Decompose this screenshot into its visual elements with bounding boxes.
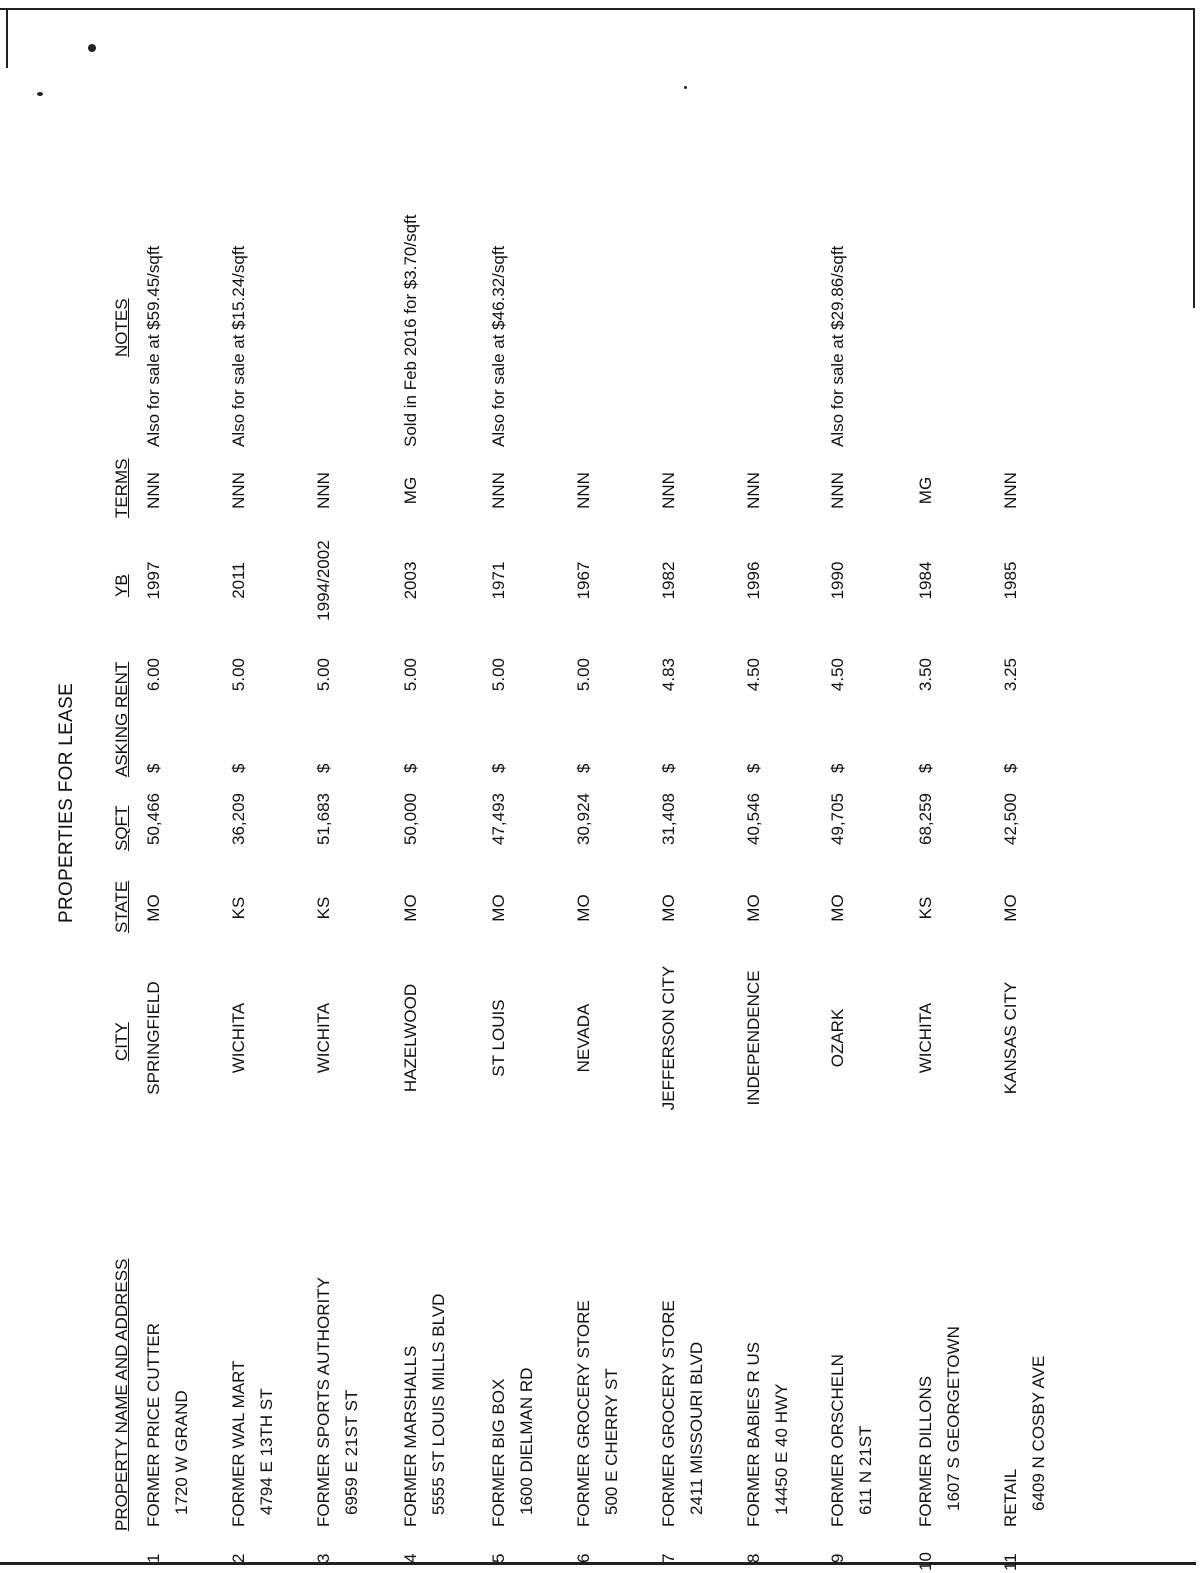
property-address: 1600 DIELMAN RD bbox=[517, 1367, 536, 1515]
property-address: 4794 E 13TH ST bbox=[257, 1388, 276, 1515]
state-cell: KS bbox=[314, 896, 333, 920]
asking-rent-cell: 4.50 bbox=[828, 658, 847, 692]
property-address: 6409 N COSBY AVE bbox=[1029, 1355, 1048, 1511]
row-number: 3 bbox=[314, 1553, 333, 1563]
year-built-cell: 2003 bbox=[401, 561, 420, 600]
state-cell: MO bbox=[744, 894, 763, 922]
header-terms: TERMS bbox=[112, 458, 131, 518]
terms-cell: NNN bbox=[828, 472, 847, 509]
terms-cell: NNN bbox=[574, 472, 593, 509]
dollar-sign: $ bbox=[744, 763, 763, 773]
notes-cell: Also for sale at $59.45/sqft bbox=[144, 245, 163, 447]
sqft-cell: 30,924 bbox=[574, 793, 593, 845]
dollar-sign: $ bbox=[659, 763, 678, 773]
row-number: 7 bbox=[659, 1553, 678, 1563]
city-cell: NEVADA bbox=[574, 1003, 593, 1073]
property-address: 14450 E 40 HWY bbox=[772, 1383, 791, 1515]
asking-rent-cell: 5.00 bbox=[489, 658, 508, 692]
notes-cell: Sold in Feb 2016 for $3.70/sqft bbox=[401, 214, 420, 447]
header-asking-rent: ASKING RENT bbox=[112, 661, 131, 777]
property-address: 1607 S GEORGETOWN bbox=[944, 1326, 963, 1511]
dollar-sign: $ bbox=[574, 763, 593, 773]
year-built-cell: 1994/2002 bbox=[314, 540, 333, 621]
dollar-sign: $ bbox=[314, 763, 333, 773]
asking-rent-cell: 5.00 bbox=[314, 658, 333, 692]
year-built-cell: 1982 bbox=[659, 561, 678, 600]
terms-cell: NNN bbox=[744, 472, 763, 509]
state-cell: MO bbox=[144, 894, 163, 922]
terms-cell: NNN bbox=[659, 472, 678, 509]
property-name: FORMER SPORTS AUTHORITY bbox=[314, 1277, 333, 1527]
sqft-cell: 50,466 bbox=[144, 793, 163, 845]
city-cell: HAZELWOOD bbox=[401, 983, 420, 1093]
dollar-sign: $ bbox=[229, 763, 248, 773]
property-address: 5555 ST LOUIS MILLS BLVD bbox=[429, 1293, 448, 1515]
header-city: CITY bbox=[112, 1022, 131, 1061]
property-name: FORMER WAL MART bbox=[229, 1360, 248, 1527]
sqft-cell: 49,705 bbox=[828, 793, 847, 845]
property-name: FORMER GROCERY STORE bbox=[659, 1300, 678, 1527]
city-cell: OZARK bbox=[828, 1008, 847, 1068]
property-name: FORMER DILLONS bbox=[916, 1375, 935, 1527]
header-property-name: PROPERTY NAME AND ADDRESS bbox=[112, 1258, 131, 1531]
property-name: FORMER MARSHALLS bbox=[401, 1345, 420, 1527]
state-cell: MO bbox=[574, 894, 593, 922]
header-sqft: SQFT bbox=[112, 805, 131, 851]
sqft-cell: 36,209 bbox=[229, 793, 248, 845]
year-built-cell: 2011 bbox=[229, 562, 248, 599]
dollar-sign: $ bbox=[489, 763, 508, 773]
dollar-sign: $ bbox=[828, 763, 847, 773]
property-address: 1720 W GRAND bbox=[172, 1390, 191, 1515]
sqft-cell: 40,546 bbox=[744, 793, 763, 845]
asking-rent-cell: 4.83 bbox=[659, 658, 678, 692]
row-number: 11 bbox=[1001, 1553, 1020, 1571]
terms-cell: MG bbox=[916, 476, 935, 505]
year-built-cell: 1996 bbox=[744, 561, 763, 600]
city-cell: WICHITA bbox=[916, 1002, 935, 1074]
city-cell: KANSAS CITY bbox=[1001, 981, 1020, 1095]
dollar-sign: $ bbox=[1001, 763, 1020, 773]
terms-cell: NNN bbox=[229, 472, 248, 509]
year-built-cell: 1990 bbox=[828, 561, 847, 600]
dollar-sign: $ bbox=[916, 763, 935, 773]
terms-cell: NNN bbox=[1001, 472, 1020, 509]
terms-cell: NNN bbox=[144, 472, 163, 509]
notes-cell: Also for sale at $15.24/sqft bbox=[229, 245, 248, 447]
year-built-cell: 1967 bbox=[574, 561, 593, 600]
year-built-cell: 1985 bbox=[1001, 561, 1020, 600]
property-address: 2411 MISSOURI BLVD bbox=[687, 1341, 706, 1515]
row-number: 2 bbox=[229, 1553, 248, 1563]
sqft-cell: 50,000 bbox=[401, 793, 420, 845]
notes-cell: Also for sale at $46.32/sqft bbox=[489, 245, 508, 447]
row-number: 1 bbox=[144, 1553, 163, 1563]
property-address: 611 N 21ST bbox=[856, 1425, 875, 1515]
asking-rent-cell: 5.00 bbox=[574, 658, 593, 692]
city-cell: ST LOUIS bbox=[489, 999, 508, 1077]
row-number: 4 bbox=[401, 1553, 420, 1563]
asking-rent-cell: 6.00 bbox=[144, 658, 163, 692]
sqft-cell: 51,683 bbox=[314, 793, 333, 845]
page-title: PROPERTIES FOR LEASE bbox=[56, 682, 77, 923]
property-address: 500 E CHERRY ST bbox=[602, 1368, 621, 1515]
row-number: 9 bbox=[828, 1553, 847, 1563]
dollar-sign: $ bbox=[144, 763, 163, 773]
sqft-cell: 42,500 bbox=[1001, 793, 1020, 845]
header-notes: NOTES bbox=[112, 298, 131, 357]
notes-cell: Also for sale at $29.86/sqft bbox=[828, 245, 847, 447]
asking-rent-cell: 5.00 bbox=[229, 658, 248, 692]
state-cell: MO bbox=[828, 894, 847, 922]
city-cell: WICHITA bbox=[229, 1002, 248, 1074]
property-name: RETAIL bbox=[1001, 1468, 1020, 1527]
row-number: 8 bbox=[744, 1553, 763, 1563]
terms-cell: NNN bbox=[314, 472, 333, 509]
asking-rent-cell: 3.25 bbox=[1001, 658, 1020, 692]
city-cell: JEFFERSON CITY bbox=[659, 965, 678, 1111]
state-cell: KS bbox=[229, 896, 248, 920]
header-state: STATE bbox=[112, 880, 131, 933]
year-built-cell: 1984 bbox=[916, 561, 935, 600]
row-number: 10 bbox=[916, 1552, 935, 1571]
asking-rent-cell: 3.50 bbox=[916, 658, 935, 692]
dollar-sign: $ bbox=[401, 763, 420, 773]
sqft-cell: 31,408 bbox=[659, 793, 678, 845]
state-cell: MO bbox=[659, 894, 678, 922]
property-address: 6959 E 21ST ST bbox=[342, 1389, 361, 1515]
property-name: FORMER ORSCHELN bbox=[828, 1354, 847, 1527]
sqft-cell: 68,259 bbox=[916, 793, 935, 845]
property-name: FORMER PRICE CUTTER bbox=[144, 1323, 163, 1527]
terms-cell: MG bbox=[401, 476, 420, 505]
year-built-cell: 1997 bbox=[144, 561, 163, 600]
header-year-built: YB bbox=[112, 574, 131, 597]
property-name: FORMER BABIES R US bbox=[744, 1341, 763, 1527]
state-cell: KS bbox=[916, 896, 935, 920]
state-cell: MO bbox=[1001, 894, 1020, 922]
terms-cell: NNN bbox=[489, 472, 508, 509]
state-cell: MO bbox=[401, 894, 420, 922]
row-number: 5 bbox=[489, 1553, 508, 1563]
asking-rent-cell: 4.50 bbox=[744, 658, 763, 692]
property-name: FORMER GROCERY STORE bbox=[574, 1300, 593, 1527]
city-cell: WICHITA bbox=[314, 1002, 333, 1074]
row-number: 6 bbox=[574, 1553, 593, 1563]
year-built-cell: 1971 bbox=[489, 561, 508, 600]
asking-rent-cell: 5.00 bbox=[401, 658, 420, 692]
sqft-cell: 47,493 bbox=[489, 793, 508, 845]
state-cell: MO bbox=[489, 894, 508, 922]
city-cell: SPRINGFIELD bbox=[144, 981, 163, 1095]
city-cell: INDEPENDENCE bbox=[744, 970, 763, 1106]
property-name: FORMER BIG BOX bbox=[489, 1378, 508, 1527]
